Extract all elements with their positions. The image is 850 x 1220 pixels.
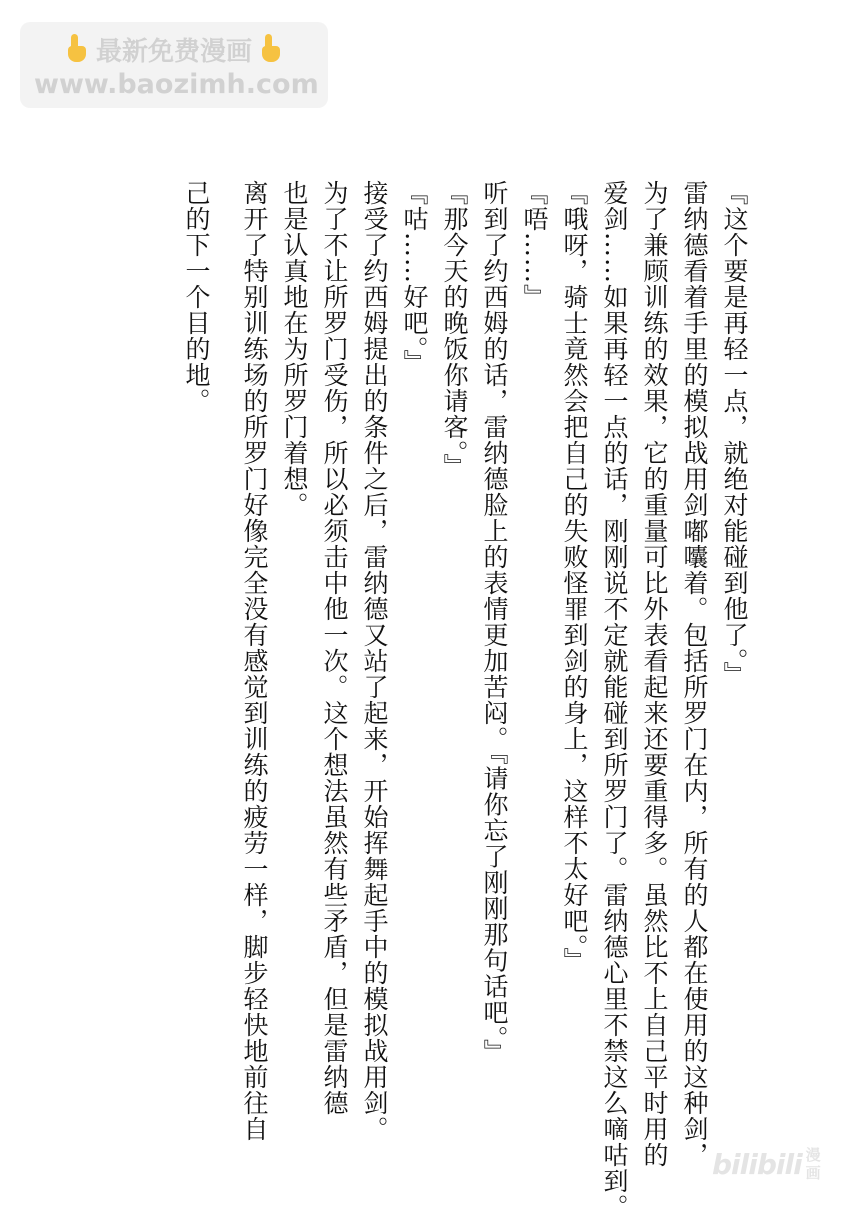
- text-column: 为了兼顾训练的效果，它的重量可比外表看起来还要重得多。虽然比不上自己平时用的: [640, 180, 669, 1168]
- watermark-banner: [20, 22, 328, 108]
- pointing-hand-icon: [64, 34, 90, 64]
- text-column: 己的下一个目的地。: [182, 180, 211, 414]
- logo-mark: bilibili: [712, 1147, 802, 1181]
- text-column: 离开了特别训练场的所罗门好像完全没有感觉到训练的疲劳一样，脚步轻快地前往自: [240, 180, 269, 1142]
- text-column: 『咕……好吧。』: [400, 180, 429, 376]
- text-column: 听到了约西姆的话，雷纳德脸上的表情更加苦闷。『请你忘了刚刚那句话吧。』: [480, 180, 509, 1065]
- text-column: 雷纳德看着手里的模拟战用剑嘟囔着。包括所罗门在内，所有的人都在使用的这种剑，: [680, 180, 709, 1168]
- text-column: 为了不让所罗门受伤，所以必须击中他一次。这个想法虽然有些矛盾，但是雷纳德: [320, 180, 349, 1116]
- logo-subtitle: [806, 1146, 821, 1182]
- text-column: 爱剑……如果再轻一点的话，刚刚说不定就能碰到所罗门了。雷纳德心里不禁这么嘀咕到。: [600, 180, 629, 1220]
- text-column: 也是认真地在为所罗门着想。: [280, 180, 309, 518]
- text-column: 接受了约西姆提出的条件之后，雷纳德又站了起来，开始挥舞起手中的模拟战用剑。: [360, 180, 389, 1142]
- pointing-hand-icon: [258, 34, 284, 64]
- novel-text-body: [176, 180, 754, 1220]
- logo-sub-top: 漫: [805, 1146, 821, 1164]
- logo-sub-bottom: 画: [805, 1164, 821, 1182]
- watermark-title-row: [34, 30, 314, 68]
- watermark-title: 最新免费漫画: [95, 36, 252, 67]
- bilibili-manga-logo: [712, 1139, 832, 1189]
- text-column: 『唔……』: [520, 180, 549, 310]
- text-column: 『这个要是再轻一点，就绝对能碰到他了。』: [720, 180, 749, 688]
- text-column: 『哦呀，骑士竟然会把自己的失败怪罪到剑的身上，这样不太好吧。』: [560, 180, 589, 974]
- watermark-url: www.baozimh.com: [34, 69, 319, 100]
- text-column: 『那今天的晚饭你请客。』: [440, 180, 469, 480]
